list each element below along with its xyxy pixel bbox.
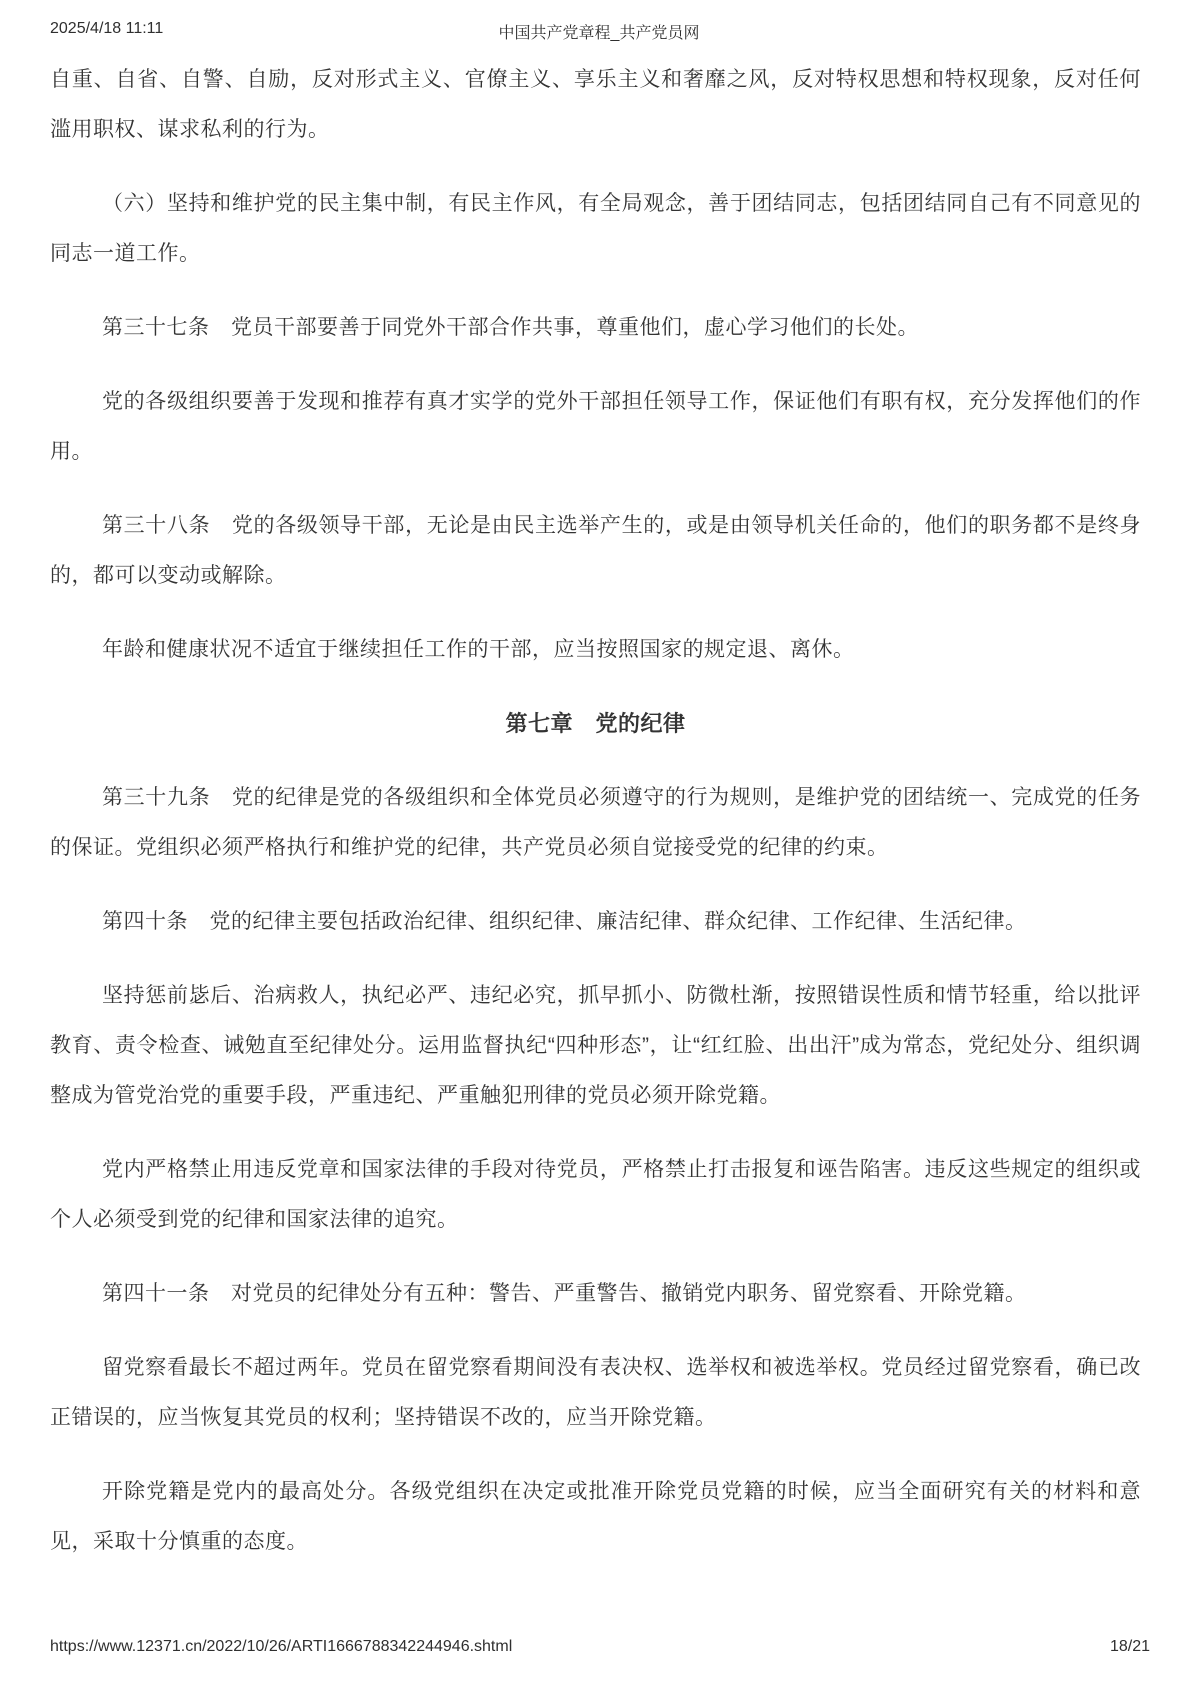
paragraph: 开除党籍是党内的最高处分。各级党组织在决定或批准开除党员党籍的时候，应当全面研究有关的材料和意见，采取十分慎重的态度。 bbox=[50, 1480, 1141, 1553]
paragraph: 第四十一条 对党员的纪律处分有五种：警告、严重警告、撤销党内职务、留党察看、开除党籍。 bbox=[102, 1282, 1027, 1305]
paragraph: （六）坚持和维护党的民主集中制，有民主作风，有全局观念，善于团结同志，包括团结同自己有不同意见的同志一道工作。 bbox=[50, 192, 1141, 265]
print-timestamp: 2025/4/18 11:11 bbox=[50, 20, 164, 37]
source-url: https://www.12371.cn/2022/10/26/ARTI1666788342244946.shtml bbox=[50, 1638, 513, 1655]
paragraph: 第四十条 党的纪律主要包括政治纪律、组织纪律、廉洁纪律、群众纪律、工作纪律、生活纪律。 bbox=[102, 910, 1027, 933]
paragraph: 年龄和健康状况不适宜于继续担任工作的干部，应当按照国家的规定退、离休。 bbox=[102, 638, 855, 661]
paragraph: 党内严格禁止用违反党章和国家法律的手段对待党员，严格禁止打击报复和诬告陷害。违反这些规定的组织或个人必须受到党的纪律和国家法律的追究。 bbox=[50, 1158, 1141, 1231]
paragraph: 第三十八条 党的各级领导干部，无论是由民主选举产生的，或是由领导机关任命的，他们的职务都不是终身的，都可以变动或解除。 bbox=[50, 514, 1141, 587]
paragraph: 第三十七条 党员干部要善于同党外干部合作共事，尊重他们，虚心学习他们的长处。 bbox=[102, 316, 919, 339]
page-number: 18/21 bbox=[1109, 1638, 1150, 1655]
print-footer bbox=[50, 1638, 1150, 1656]
chapter-heading: 第七章 党的纪律 bbox=[505, 711, 686, 736]
document-title: 中国共产党章程_共产党员网 bbox=[498, 25, 700, 42]
paragraph: 留党察看最长不超过两年。党员在留党察看期间没有表决权、选举权和被选举权。党员经过留党察看，确已改正错误的，应当恢复其党员的权利；坚持错误不改的，应当开除党籍。 bbox=[50, 1356, 1141, 1429]
paragraph: 坚持惩前毖后、治病救人，执纪必严、违纪必究，抓早抓小、防微杜渐，按照错误性质和情节轻重，给以批评教育、责令检查、诫勉直至纪律处分。运用监督执纪“四种形态”，让“红红脸、出出汗”成为常态，党纪处分、组织调整成为管党治党的重要手段，严重违纪、严重触犯刑律的党员必须开除党籍。 bbox=[50, 984, 1141, 1107]
print-header bbox=[50, 20, 1148, 42]
paragraph: 第三十九条 党的纪律是党的各级组织和全体党员必须遵守的行为规则，是维护党的团结统一、完成党的任务的保证。党组织必须严格执行和维护党的纪律，共产党员必须自觉接受党的纪律的约束。 bbox=[50, 786, 1141, 859]
paragraph: 自重、自省、自警、自励，反对形式主义、官僚主义、享乐主义和奢靡之风，反对特权思想和特权现象，反对任何滥用职权、谋求私利的行为。 bbox=[50, 68, 1141, 141]
paragraph: 党的各级组织要善于发现和推荐有真才实学的党外干部担任领导工作，保证他们有职有权，充分发挥他们的作用。 bbox=[50, 390, 1141, 463]
document-body bbox=[50, 55, 1141, 1591]
